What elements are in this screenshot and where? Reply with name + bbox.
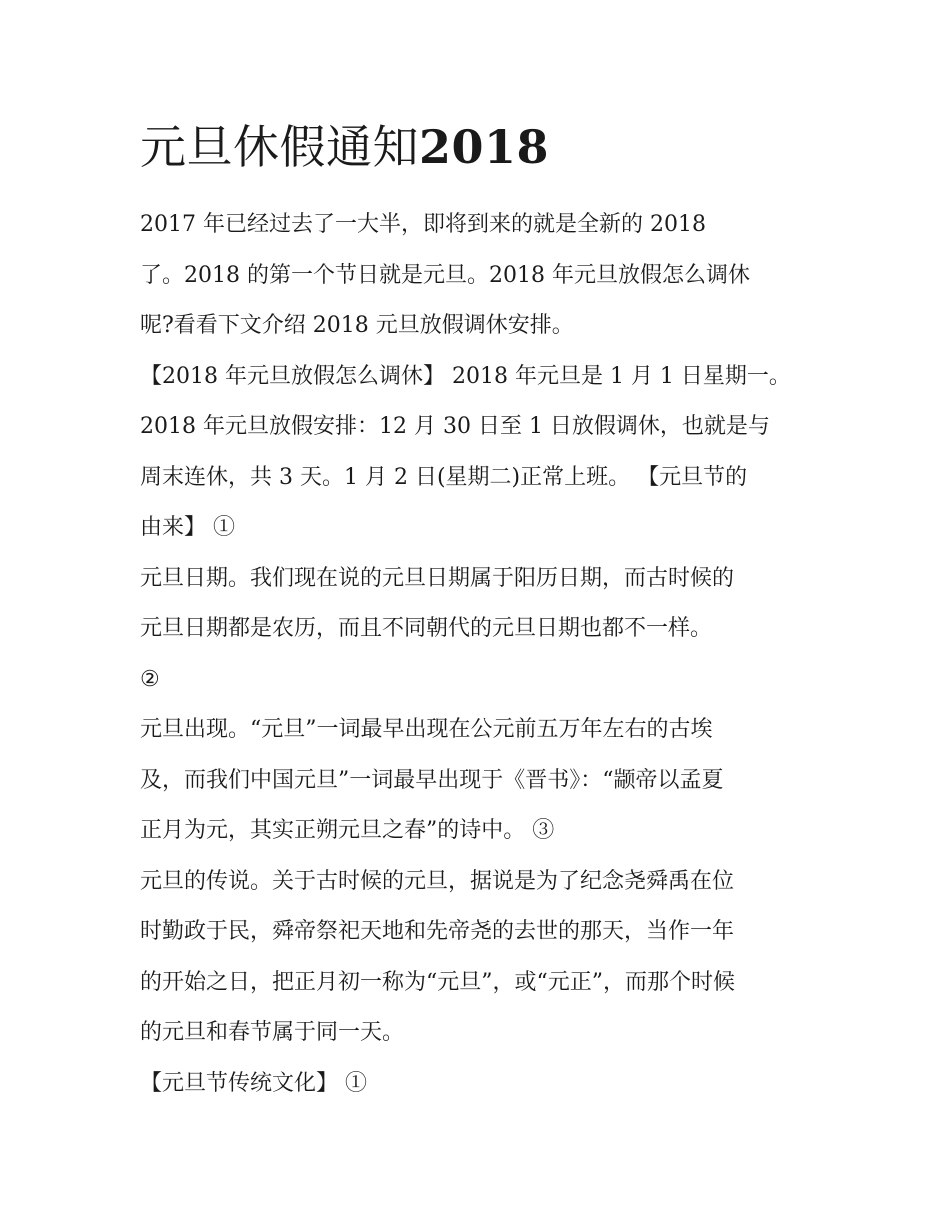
body-line-9: 元旦日期都是农历，而且不同朝代的元旦日期也都不一样。 <box>140 616 713 641</box>
body-line-18: 【元旦节传统文化】 ① <box>140 1070 367 1096</box>
body-line-14: 元旦的传说。关于古时候的元旦，据说是为了纪念尧舜禹在位 <box>140 868 735 894</box>
body-line-17: 的元旦和春节属于同一天。 <box>140 1020 405 1045</box>
body-line-3: 呢?看看下文介绍 2018 元旦放假调休安排。 <box>140 313 574 338</box>
body-line-5: 2018 年元旦放假安排：12 月 30 日至 1 日放假调休，也就是与 <box>140 414 770 439</box>
body-line-11: 元旦出现。“元旦”一词最早出现在公元前五万年左右的古埃 <box>140 717 713 742</box>
title-year: 2018 <box>419 120 550 174</box>
body-line-2: 了。2018 的第一个节日就是元旦。2018 年元旦放假怎么调休 <box>140 262 750 288</box>
document-page <box>140 118 820 1109</box>
body-line-12: 及，而我们中国元旦”一词最早出现于《晋书》：“颛帝以孟夏 <box>140 767 724 793</box>
body-line-10: ② <box>140 666 160 692</box>
body-line-1: 2017 年已经过去了一大半，即将到来的就是全新的 2018 <box>140 212 706 237</box>
page-title <box>140 118 820 176</box>
body-line-16: 的开始之日，把正月初一称为“元旦”，或“元正”，而那个时候 <box>140 969 735 995</box>
body-line-4: 【2018 年元旦放假怎么调休】 2018 年元旦是 1 月 1 日星期一。 <box>140 363 791 389</box>
body-line-6: 周末连休，共 3 天。1 月 2 日(星期二)正常上班。 【元旦节的 <box>140 464 748 490</box>
body-line-7: 由来】 ① <box>140 515 235 540</box>
title-text: 元旦休假通知 <box>140 120 419 174</box>
body-line-8: 元旦日期。我们现在说的元旦日期属于阳历日期，而古时候的 <box>140 565 735 591</box>
body-line-15: 时勤政于民，舜帝祭祀天地和先帝尧的去世的那天，当作一年 <box>140 919 735 944</box>
body-line-13: 正月为元，其实正朔元旦之春”的诗中。 ③ <box>140 818 555 843</box>
